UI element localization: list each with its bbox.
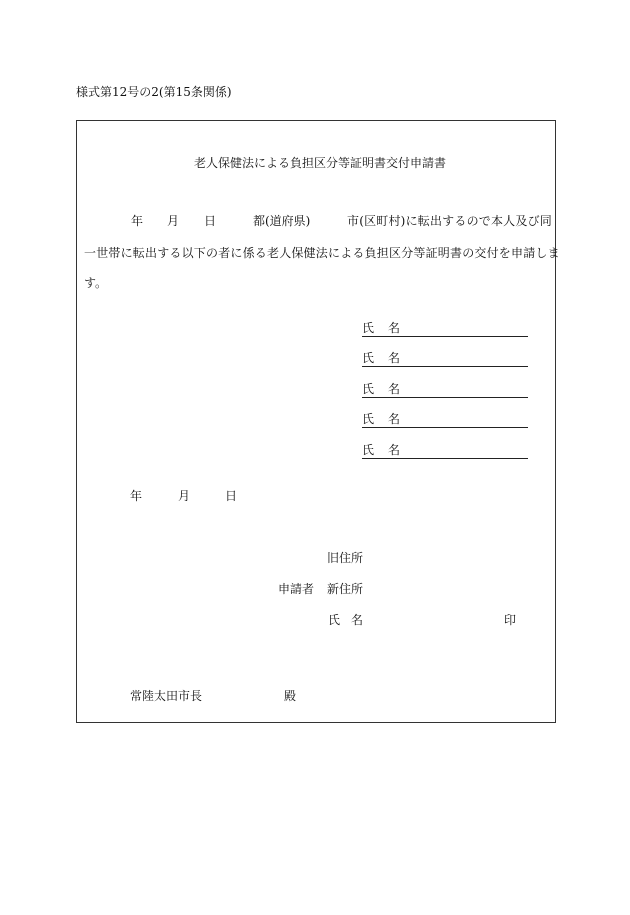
old-address-label: 旧住所 (327, 551, 364, 565)
applicant-name-mei: 名 (351, 613, 364, 627)
name-field-shi: 氏 (362, 351, 375, 365)
honorific: 殿 (284, 689, 297, 703)
name-field-mei: 名 (388, 443, 401, 457)
date-year: 年 (130, 489, 143, 503)
name-field[interactable] (362, 352, 528, 367)
date-day: 日 (225, 489, 238, 503)
name-field-shi: 氏 (362, 321, 375, 335)
body-month: 月 (167, 214, 180, 228)
name-field-mei: 名 (388, 321, 401, 335)
body-line3: す。 (84, 276, 108, 290)
body-city-line1: 市(区町村)に転出するので本人及び同 (347, 214, 552, 228)
name-field[interactable] (362, 413, 528, 428)
form-title: 老人保健法による負担区分等証明書交付申請書 (194, 156, 447, 170)
body-prefecture: 都(道府県) (253, 214, 311, 228)
date-month: 月 (178, 489, 191, 503)
new-address-label: 新住所 (327, 582, 364, 596)
applicant-label: 申請者 (278, 582, 315, 596)
name-field[interactable] (362, 322, 528, 337)
body-day: 日 (204, 214, 217, 228)
form-number: 様式第12号の2(第15条関係) (76, 85, 232, 99)
body-year: 年 (131, 214, 144, 228)
name-field-shi: 氏 (362, 382, 375, 396)
body-line2: 一世帯に転出する以下の者に係る老人保健法による負担区分等証明書の交付を申請しま (84, 246, 560, 260)
name-field-mei: 名 (388, 412, 401, 426)
name-field-mei: 名 (388, 351, 401, 365)
applicant-name-shi: 氏 (328, 613, 341, 627)
mayor-label: 常陸太田市長 (130, 689, 203, 703)
name-field[interactable] (362, 383, 528, 398)
name-field[interactable] (362, 444, 528, 459)
name-field-shi: 氏 (362, 412, 375, 426)
name-field-shi: 氏 (362, 443, 375, 457)
seal-mark: 印 (504, 613, 517, 627)
name-field-mei: 名 (388, 382, 401, 396)
